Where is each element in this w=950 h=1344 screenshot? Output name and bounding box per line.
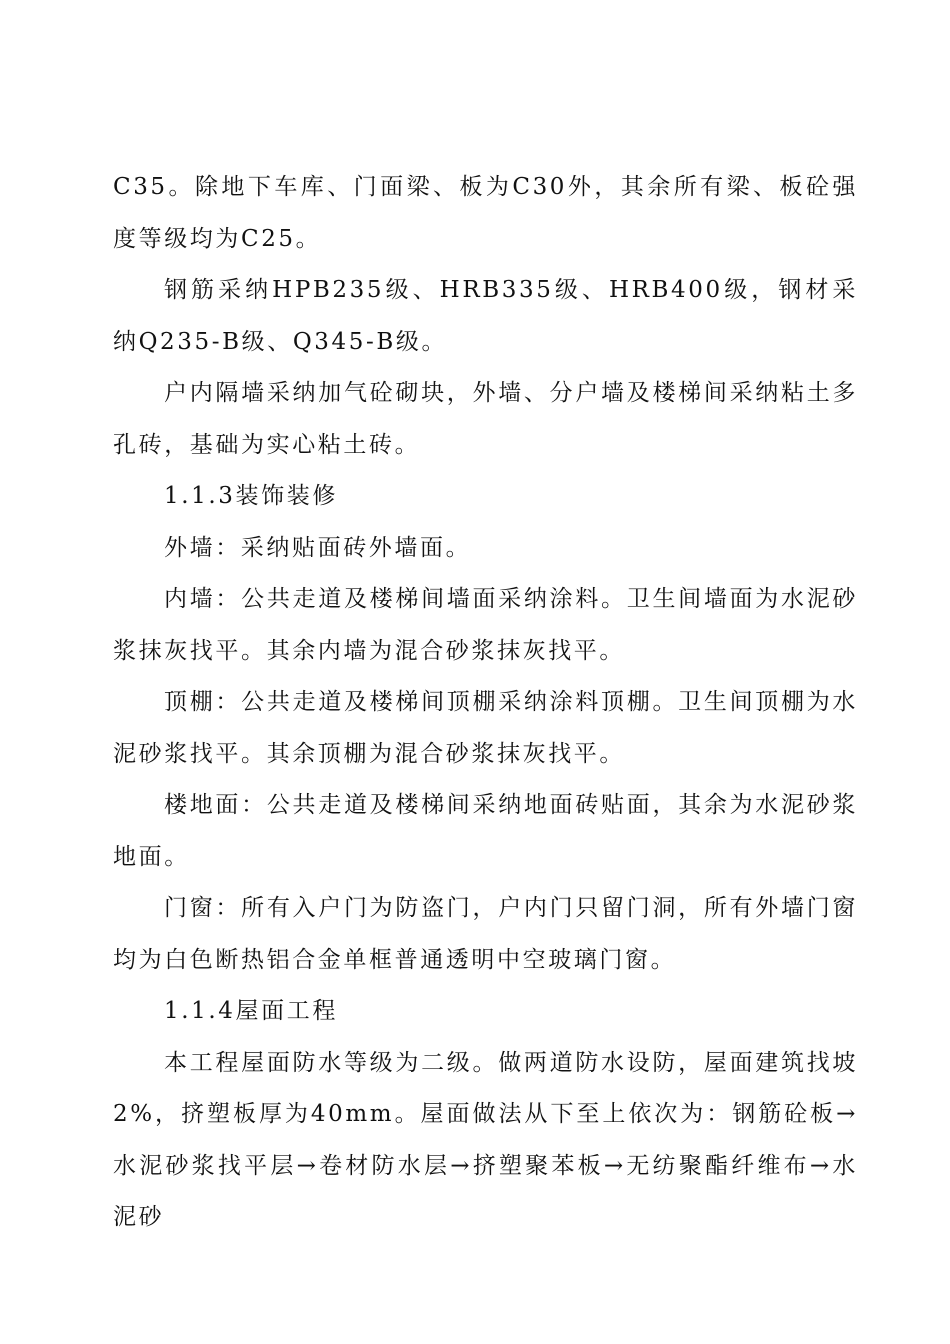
paragraph-interior-wall: 内墙：公共走道及楼梯间墙面采纳涂料。卫生间墙面为水泥砂浆抹灰找平。其余内墙为混合砂浆抹灰找平。 — [113, 586, 858, 664]
paragraph-roofing: 本工程屋面防水等级为二级。做两道防水设防，屋面建筑找坡2%，挤塑板厚为40mm。屋面做法从下至上依次为：钢筋砼板→水泥砂浆找平层→卷材防水层→挤塑聚苯板→无纺聚酯纤维布→水泥砂 — [113, 1049, 858, 1230]
paragraph-exterior-wall: 外墙：采纳贴面砖外墙面。 — [164, 534, 472, 561]
document-body — [113, 162, 858, 1244]
paragraph-masonry: 户内隔墙采纳加气砼砌块，外墙、分户墙及楼梯间采纳粘土多孔砖，基础为实心粘土砖。 — [113, 380, 858, 458]
paragraph-doors-windows: 门窗：所有入户门为防盗门，户内门只留门洞，所有外墙门窗均为白色断热铝合金单框普通透明中空玻璃门窗。 — [113, 895, 858, 973]
paragraph-floor: 楼地面：公共走道及楼梯间采纳地面砖贴面，其余为水泥砂浆地面。 — [113, 792, 858, 870]
paragraph-concrete-grade: C35。除地下车库、门面梁、板为C30外，其余所有梁、板砼强度等级均为C25。 — [113, 174, 858, 252]
paragraph-ceiling: 顶棚：公共走道及楼梯间顶棚采纳涂料顶棚。卫生间顶棚为水泥砂浆找平。其余顶棚为混合砂浆抹灰找平。 — [113, 689, 858, 767]
paragraph-steel: 钢筋采纳HPB235级、HRB335级、HRB400级，钢材采纳Q235-B级、Q345-B级。 — [113, 277, 858, 355]
section-heading-decoration: 1.1.3装饰装修 — [164, 483, 338, 509]
section-heading-roofing: 1.1.4屋面工程 — [164, 998, 338, 1024]
